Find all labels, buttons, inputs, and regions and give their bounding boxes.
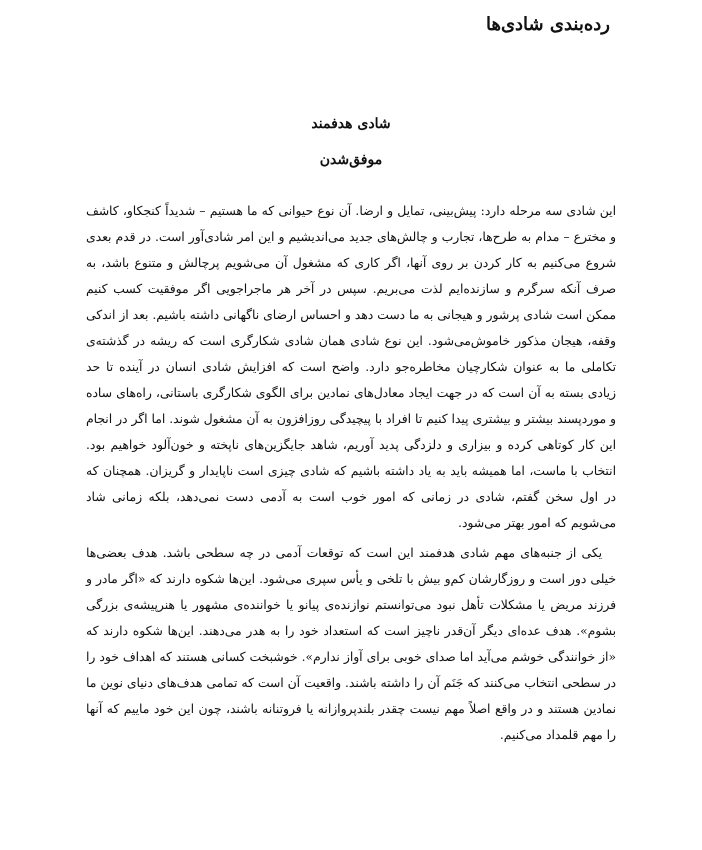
paragraph-1: این شادی سه مرحله دارد: پیش‌بینی، تمایل و ارضا. آن نوع حیوانی که ما هستیم – شدیداً کنجکاو، کاشف و مخترع – مدام به طرح‌ها، تجارب و چالش‌های جدید می‌اندیشیم و این امر شادی‌آور است. در قدم بعدی شروع می‌کنیم به کار کردن بر روی آنها، اگر کاری که مشغول آن می‌شویم پرچالش و متنوع باشد، به صرف آنکه سرگرم و سازنده‌ایم لذت می‌بریم. سپس در آخر هر ماجراجویی اگر موفقیت کسب کنیم ممکن است شادی پرشور و هیجانی به ما دست دهد و احساس ارضای ناگهانی داشته باشیم. بعد از اندکی وقفه، هیجان مذکور خاموش‌می‌شود. این نوع شادی همان شادی شکارگری است که ریشه در گذشته‌ی تکاملی ما به عنوان شکارچیان مخاطره‌جو دارد. واضح است که افزایش شادی انسان در آینده تا حد زیادی بسته به آن است که در جهت ایجاد معادل‌های نمادین برای الگوی شکارگری باستانی، راه‌های ساده و موردپسند بیشتر و بیشتری پیدا کنیم تا افراد با پیچیدگی روزافزون به آن مشغول شوند. اما اگر در انجام این کار کوتاهی کرده و بیزاری و دلزدگی پدید آوریم، شاهد جایگزین‌های ناپخته و خون‌آلود خواهیم بود. انتخاب با ماست، اما همیشه باید به یاد داشته باشیم که شادی چیزی است ناپایدار و گریزان. همچنان که در اول سخن گفتم، شادی در زمانی که امور خوب است به آدمی دست نمی‌دهد، بلکه زمانی شاد می‌شویم که امور بهتر می‌شود. — [86, 204, 616, 530]
running-header: رده‌بندی شادی‌ها — [485, 14, 610, 35]
section-title: شادی هدفمند — [311, 116, 391, 132]
body-text — [86, 198, 616, 748]
paragraph-2: یکی از جنبه‌های مهم شادی هدفمند این است که توقعات آدمی در چه سطحی باشد. هدف بعضی‌ها خیلی دور است و روزگارشان کم‌و بیش با تلخی و یأس سپری می‌شود. این‌ها شکوه دارند که «اگر مادر و فرزند مریض یا مشکلات تأهل نبود می‌توانستم نوازنده‌ی پیانو یا خواننده‌ی مشهور یا هنرپیشه‌ی بزرگی بشوم». هدف عده‌ای دیگر آن‌قدر ناچیز است که استعداد خود را به هدر می‌دهند. این‌ها شکوه دارند که «از خوانندگی خوشم می‌آید اما صدای خوبی برای آواز ندارم». خوشبخت کسانی هستند که اهداف خود را در سطحی انتخاب می‌کنند که جَنَم آن را داشته باشند. واقعیت آن است که تمامی هدف‌های دنیای نوین ما نمادین هستند و در واقع اصلاً مهم نیست چقدر بلندپروازانه یا فروتنانه باشند، چون این خود ماییم که آنها را مهم قلمداد می‌کنیم. — [86, 546, 616, 742]
section-subtitle: موفق‌شدن — [319, 152, 383, 168]
